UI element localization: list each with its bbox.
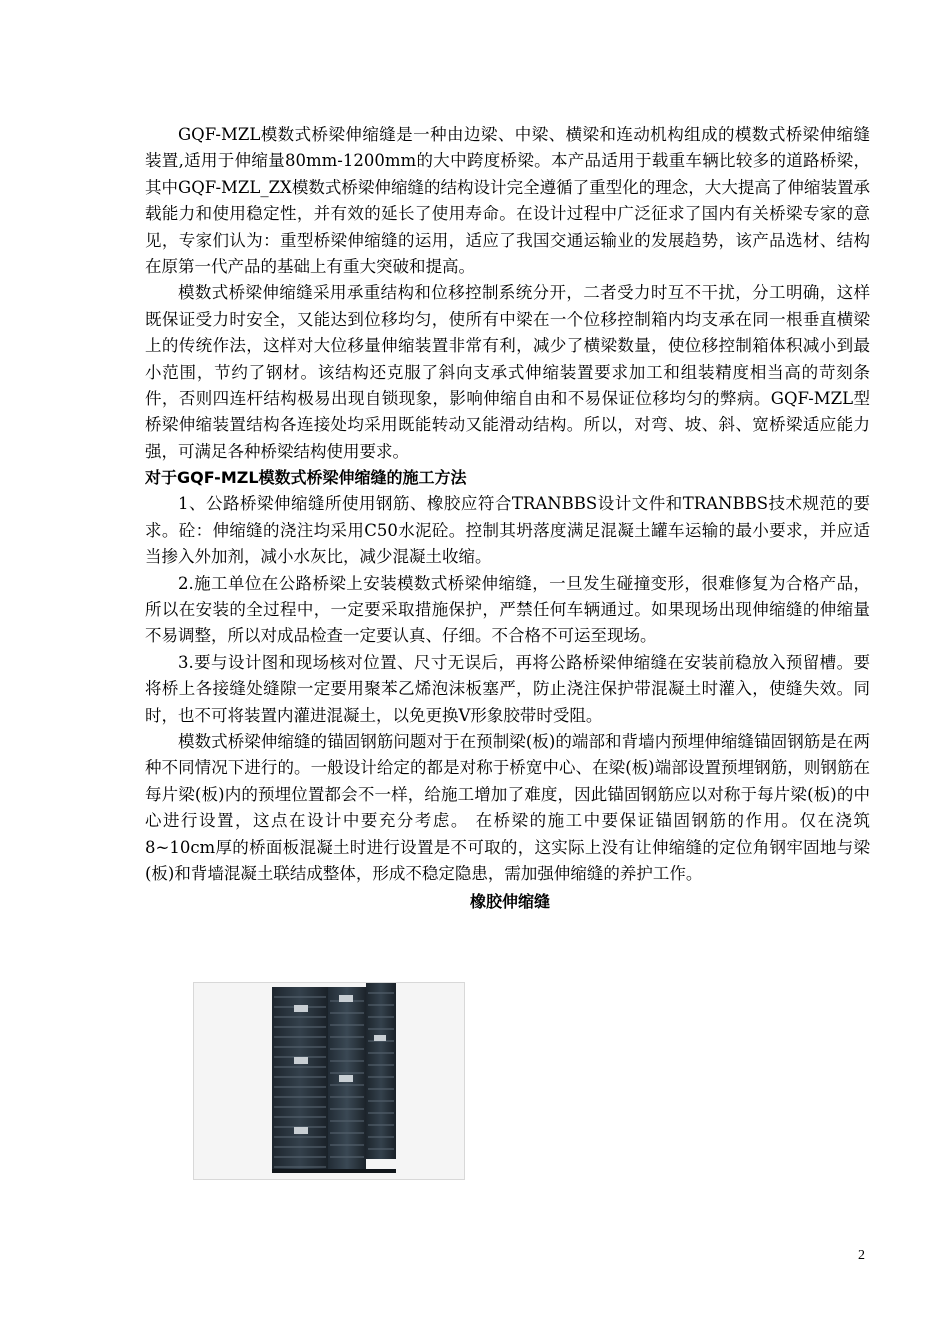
- paragraph-method-4: 模数式桥梁伸缩缝的锚固钢筋问题对于在预制梁(板)的端部和背墙内预埋伸缩缝锚固钢筋是在两种不同情况下进行的。一般设计给定的都是对称于桥宽中心、在梁(板)端部设置预埋钢筋，则钢筋在每片梁(板)内的预埋位置都会不一样，给施工增加了难度，因此锚固钢筋应以对称于每片梁(板)的中心进行设置，这点在设计中要充分考虑。 在桥梁的施工中要保证锚固钢筋的作用。仅在浇筑8~10cm厚的桥面板混凝土时进行设置是不可取的，这实际上没有让伸缩缝的定位角钢牢固地与梁(板)和背墙混凝土联结成整体，形成不稳定隐患，需加强伸缩缝的养护工作。: [145, 731, 870, 883]
- section-heading: 对于GQF-MZL模数式桥梁伸缩缝的施工方法: [145, 468, 467, 488]
- page-number: 2: [858, 1248, 865, 1263]
- document-body: [145, 122, 870, 915]
- paragraph-intro-1: GQF-MZL模数式桥梁伸缩缝是一种由边梁、中梁、横梁和连动机构组成的模数式桥梁伸缩缝装置,适用于伸缩量80mm-1200mm的大中跨度桥梁。本产品适用于载重车辆比较多的道路桥梁，其中GQF-MZL_ZX模数式桥梁伸缩缝的结构设计完全遵循了重型化的理念，大大提高了伸缩装置承载能力和使用稳定性，并有效的延长了使用寿命。在设计过程中广泛征求了国内有关桥梁专家的意见，专家们认为：重型桥梁伸缩缝的运用，适应了我国交通运输业的发展趋势，该产品选材、结构在原第一代产品的基础上有重大突破和提高。: [145, 125, 870, 277]
- paragraph-intro-2: 模数式桥梁伸缩缝采用承重结构和位移控制系统分开，二者受力时互不干扰，分工明确，这样既保证受力时安全，又能达到位移均匀，使所有中梁在一个位移控制箱内均支承在同一根垂直横梁上的传统作法，这样对大位移量伸缩装置非常有利，减少了横梁数量，使位移控制箱体积减小到最小范围，节约了钢材。该结构还克服了斜向支承式伸缩装置要求加工和组装精度相当高的苛刻条件，否则四连杆结构极易出现自锁现象，影响伸缩自由和不易保证位移均匀的弊病。GQF-MZL型桥梁伸缩装置结构各连接处均采用既能转动又能滑动结构。所以，对弯、坡、斜、宽桥梁适应能力强，可满足各种桥梁结构使用要求。: [145, 283, 870, 461]
- rubber-joint-illustration: [194, 983, 464, 1179]
- figure-caption: 橡胶伸缩缝: [469, 892, 550, 912]
- paragraph-method-2: 2.施工单位在公路桥梁上安装模数式桥梁伸缩缝，一旦发生碰撞变形，很难修复为合格产品，所以在安装的全过程中，一定要采取措施保护，严禁任何车辆通过。如果现场出现伸缩缝的伸缩量不易调整，所以对成品检查一定要认真、仔细。不合格不可运至现场。: [145, 573, 870, 646]
- paragraph-method-3: 3.要与设计图和现场核对位置、尺寸无误后，再将公路桥梁伸缩缝在安装前稳放入预留槽。要将桥上各接缝处缝隙一定要用聚苯乙烯泡沫板塞严，防止浇注保护带混凝土时灌入，使缝失效。同时，也不可将装置内灌进混凝土，以免更换V形象胶带时受阻。: [145, 652, 870, 725]
- rubber-expansion-joint-photo: [193, 982, 465, 1180]
- paragraph-method-1: 1、公路桥梁伸缩缝所使用钢筋、橡胶应符合TRANBBS设计文件和TRANBBS技术规范的要求。砼：伸缩缝的浇注均采用C50水泥砼。控制其坍落度满足混凝土罐车运输的最小要求，并应适当掺入外加剂，减小水灰比，减少混凝土收缩。: [145, 494, 870, 567]
